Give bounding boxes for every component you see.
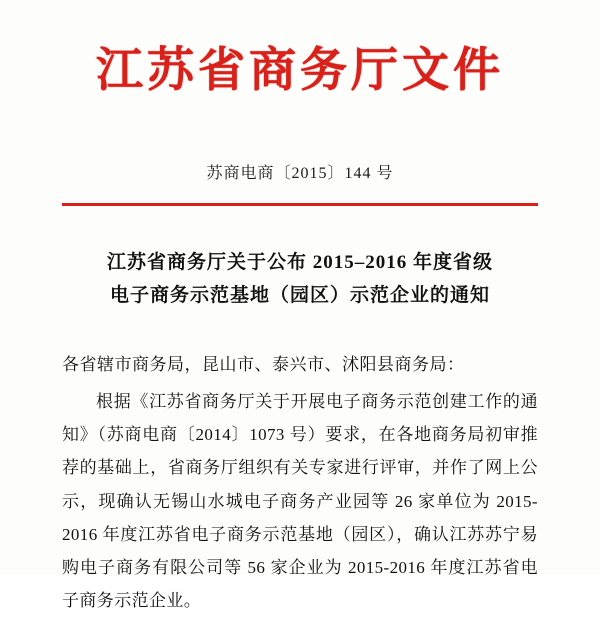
- document-subject: [62, 246, 538, 313]
- document-body: 根据《江苏省商务厅关于开展电子商务示范创建工作的通知》（苏商电商〔2014〕1073 号）要求，在各地商务局初审推荐的基础上，省商务厅组织有关专家进行评审，并作了网上公示，现确认无锡山水城电子商务产业园等 26 家单位为 2015-2016 年度江苏省电子商务示范基地（园区），确认江苏苏宁易购电子商务有限公司等 56 家企业为 2015-2016 年度江苏省电子商务示范企业。: [62, 392, 538, 611]
- document-number: 苏商电商〔2015〕144 号: [206, 164, 394, 182]
- document-title: 江苏省商务厅文件: [96, 45, 504, 97]
- document-recipient: 各省辖市商务局，昆山市、泰兴市、沭阳县商务局：: [62, 355, 465, 375]
- document-subject-line-2: 电子商务示范基地（园区）示范企业的通知: [109, 284, 490, 306]
- red-divider-rule: [62, 203, 538, 206]
- document-subject-line-1: 江苏省商务厅关于公布 2015–2016 年度省级: [106, 251, 493, 273]
